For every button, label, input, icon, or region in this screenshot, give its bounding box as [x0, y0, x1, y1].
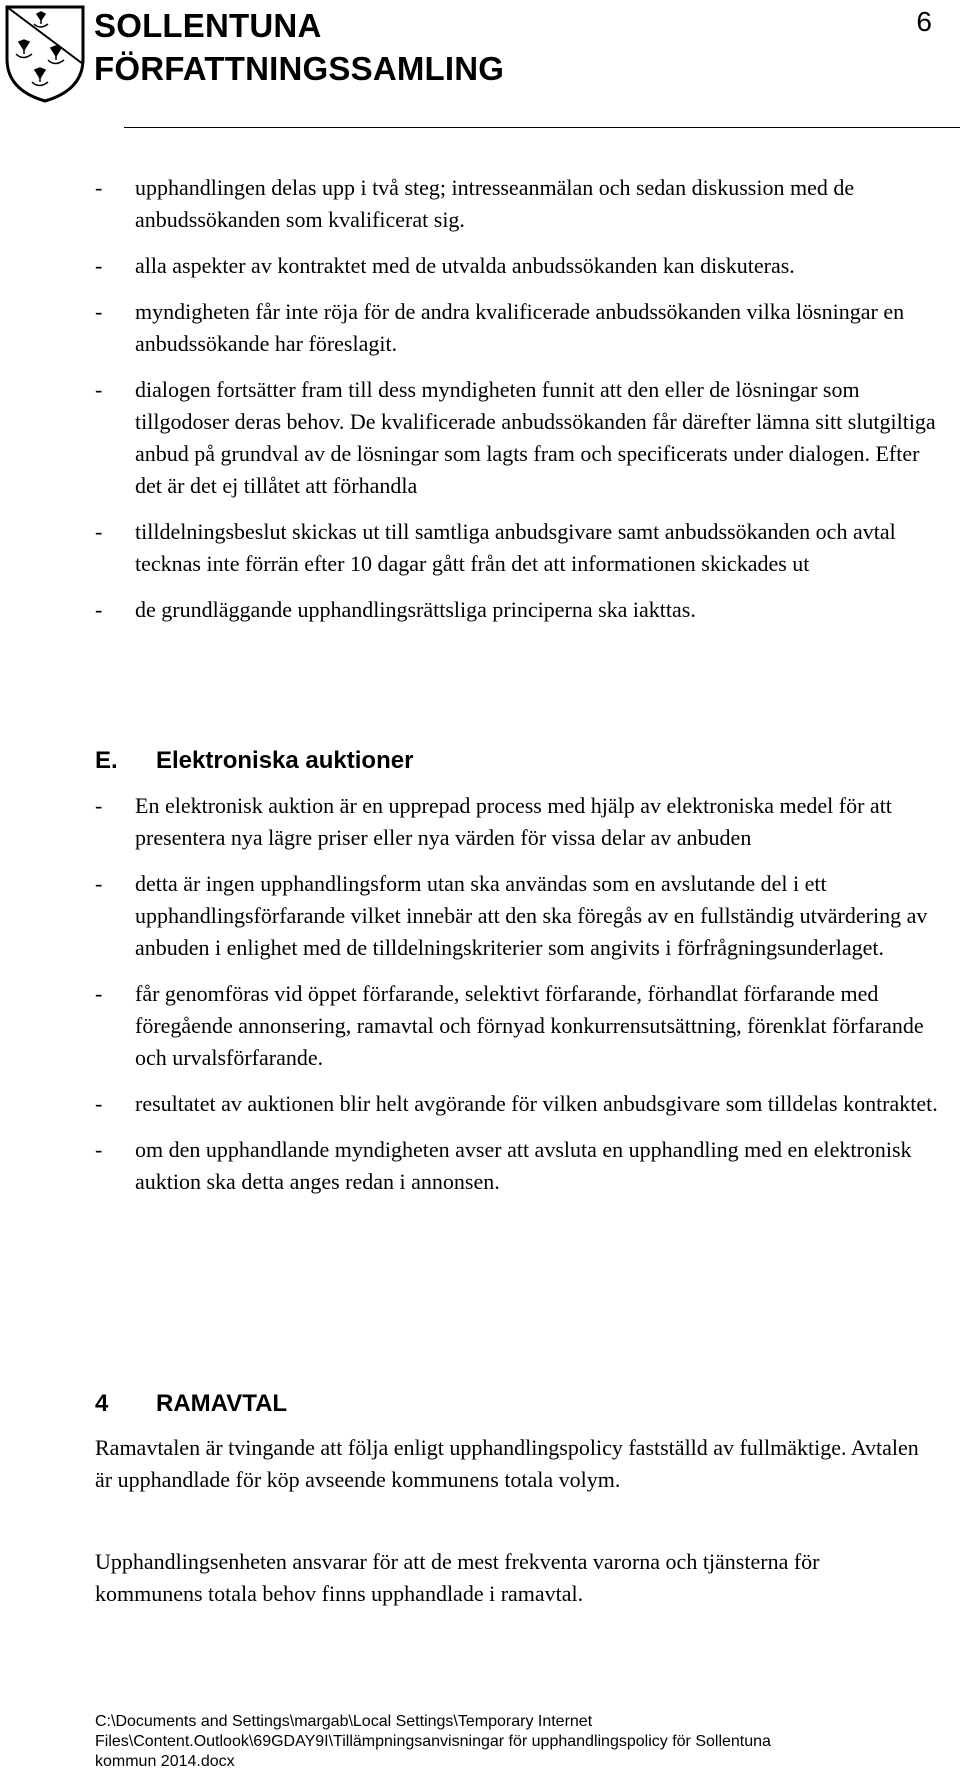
list-dash: -	[95, 1091, 103, 1116]
list-dash: -	[95, 377, 103, 402]
section-e-heading	[95, 745, 413, 777]
list-item	[95, 594, 945, 626]
list-item	[95, 296, 945, 360]
list-dash: -	[95, 981, 103, 1006]
list-item	[95, 1134, 945, 1198]
footer-path-line1: C:\Documents and Settings\margab\Local Settings\Temporary Internet	[95, 1713, 593, 1730]
page-number: 6	[916, 6, 932, 37]
list-dash: -	[95, 597, 103, 622]
list-item-text: upphandlingen delas upp i två steg; intresseanmälan och sedan diskussion med de anbudssökanden som kvalificerat sig.	[135, 175, 855, 232]
list-a	[95, 172, 945, 640]
list-item	[95, 790, 945, 854]
sollentuna-coat-of-arms-logo	[4, 4, 86, 104]
list-dash: -	[95, 793, 103, 818]
list-item	[95, 250, 945, 282]
list-item	[95, 978, 945, 1074]
section-4-paragraph-1: Ramavtalen är tvingande att följa enligt upphandlingspolicy fastställd av fullmäktige. Avtalen är upphandlade för köp avseende kommunens totala volym.	[95, 1435, 919, 1492]
section-4-paragraph-2: Upphandlingsenheten ansvarar för att de mest frekventa varorna och tjänsterna för kommunens totala behov finns upphandlade i ramavtal.	[95, 1549, 820, 1606]
list-dash: -	[95, 519, 103, 544]
section-4-heading	[95, 1388, 287, 1420]
list-item-text: myndigheten får inte röja för de andra kvalificerade anbudssökanden vilka lösningar en anbudssökande har föreslagit.	[135, 299, 905, 356]
document-footer-path	[95, 1712, 935, 1772]
list-dash: -	[95, 871, 103, 896]
list-item	[95, 1088, 945, 1120]
list-item-text: resultatet av auktionen blir helt avgörande för vilken anbudsgivare som tilldelas kontraktet.	[135, 1091, 938, 1116]
list-item	[95, 374, 945, 502]
header-title-line2: FÖRFATTNINGSSAMLING	[94, 50, 505, 87]
footer-path-line3: kommun 2014.docx	[95, 1753, 235, 1770]
document-header-title	[94, 4, 504, 90]
list-item-text: En elektronisk auktion är en upprepad process med hjälp av elektroniska medel för att presentera nya lägre priser eller nya värden för vissa delar av anbuden	[135, 793, 892, 850]
list-e	[95, 790, 945, 1212]
list-dash: -	[95, 253, 103, 278]
list-item-text: de grundläggande upphandlingsrättsliga principerna ska iakttas.	[135, 597, 696, 622]
list-item-text: alla aspekter av kontraktet med de utvalda anbudssökanden kan diskuteras.	[135, 253, 795, 278]
list-item-text: dialogen fortsätter fram till dess myndigheten funnit att den eller de lösningar som tillgodoser deras behov. De kvalificerade anbudssökanden får därefter lämna sitt slutgiltiga anbud på grundval av de lösningar som lagts fram och specificerats under dialogen. Efter det är det ej tillåtet att förhandla	[135, 377, 936, 498]
list-item	[95, 516, 945, 580]
list-dash: -	[95, 1137, 103, 1162]
footer-path-line2: Files\Content.Outlook\69GDAY9I\Tillämpningsanvisningar för upphandlingspolicy för Sollentuna	[95, 1733, 771, 1750]
list-dash: -	[95, 299, 103, 324]
list-item	[95, 868, 945, 964]
list-item-text: får genomföras vid öppet förfarande, selektivt förfarande, förhandlat förfarande med föregående annonsering, ramavtal och förnyad konkurrensutsättning, förenklat förfarande och urvalsförfarande.	[135, 981, 924, 1070]
section-4-title: RAMAVTAL	[156, 1390, 288, 1417]
list-item-text: tilldelningsbeslut skickas ut till samtliga anbudsgivare samt anbudssökanden och avtal tecknas inte förrän efter 10 dagar gått från det att informationen skickades ut	[135, 519, 896, 576]
list-item	[95, 172, 945, 236]
header-divider	[124, 127, 960, 128]
list-item-text: om den upphandlande myndigheten avser att avsluta en upphandling med en elektronisk auktion ska detta anges redan i annonsen.	[135, 1137, 912, 1194]
section-4-number: 4	[95, 1390, 109, 1417]
section-e-title: Elektroniska auktioner	[156, 747, 414, 774]
list-dash: -	[95, 175, 103, 200]
list-item-text: detta är ingen upphandlingsform utan ska användas som en avslutande del i ett upphandlingsförfarande vilket innebär att den ska föregås av en fullständig utvärdering av anbuden i enlighet med de tilldelningskriterier som angivits i förfrågningsunderlaget.	[135, 871, 928, 960]
section-e-letter: E.	[95, 747, 118, 774]
header-title-line1: SOLLENTUNA	[94, 7, 322, 44]
